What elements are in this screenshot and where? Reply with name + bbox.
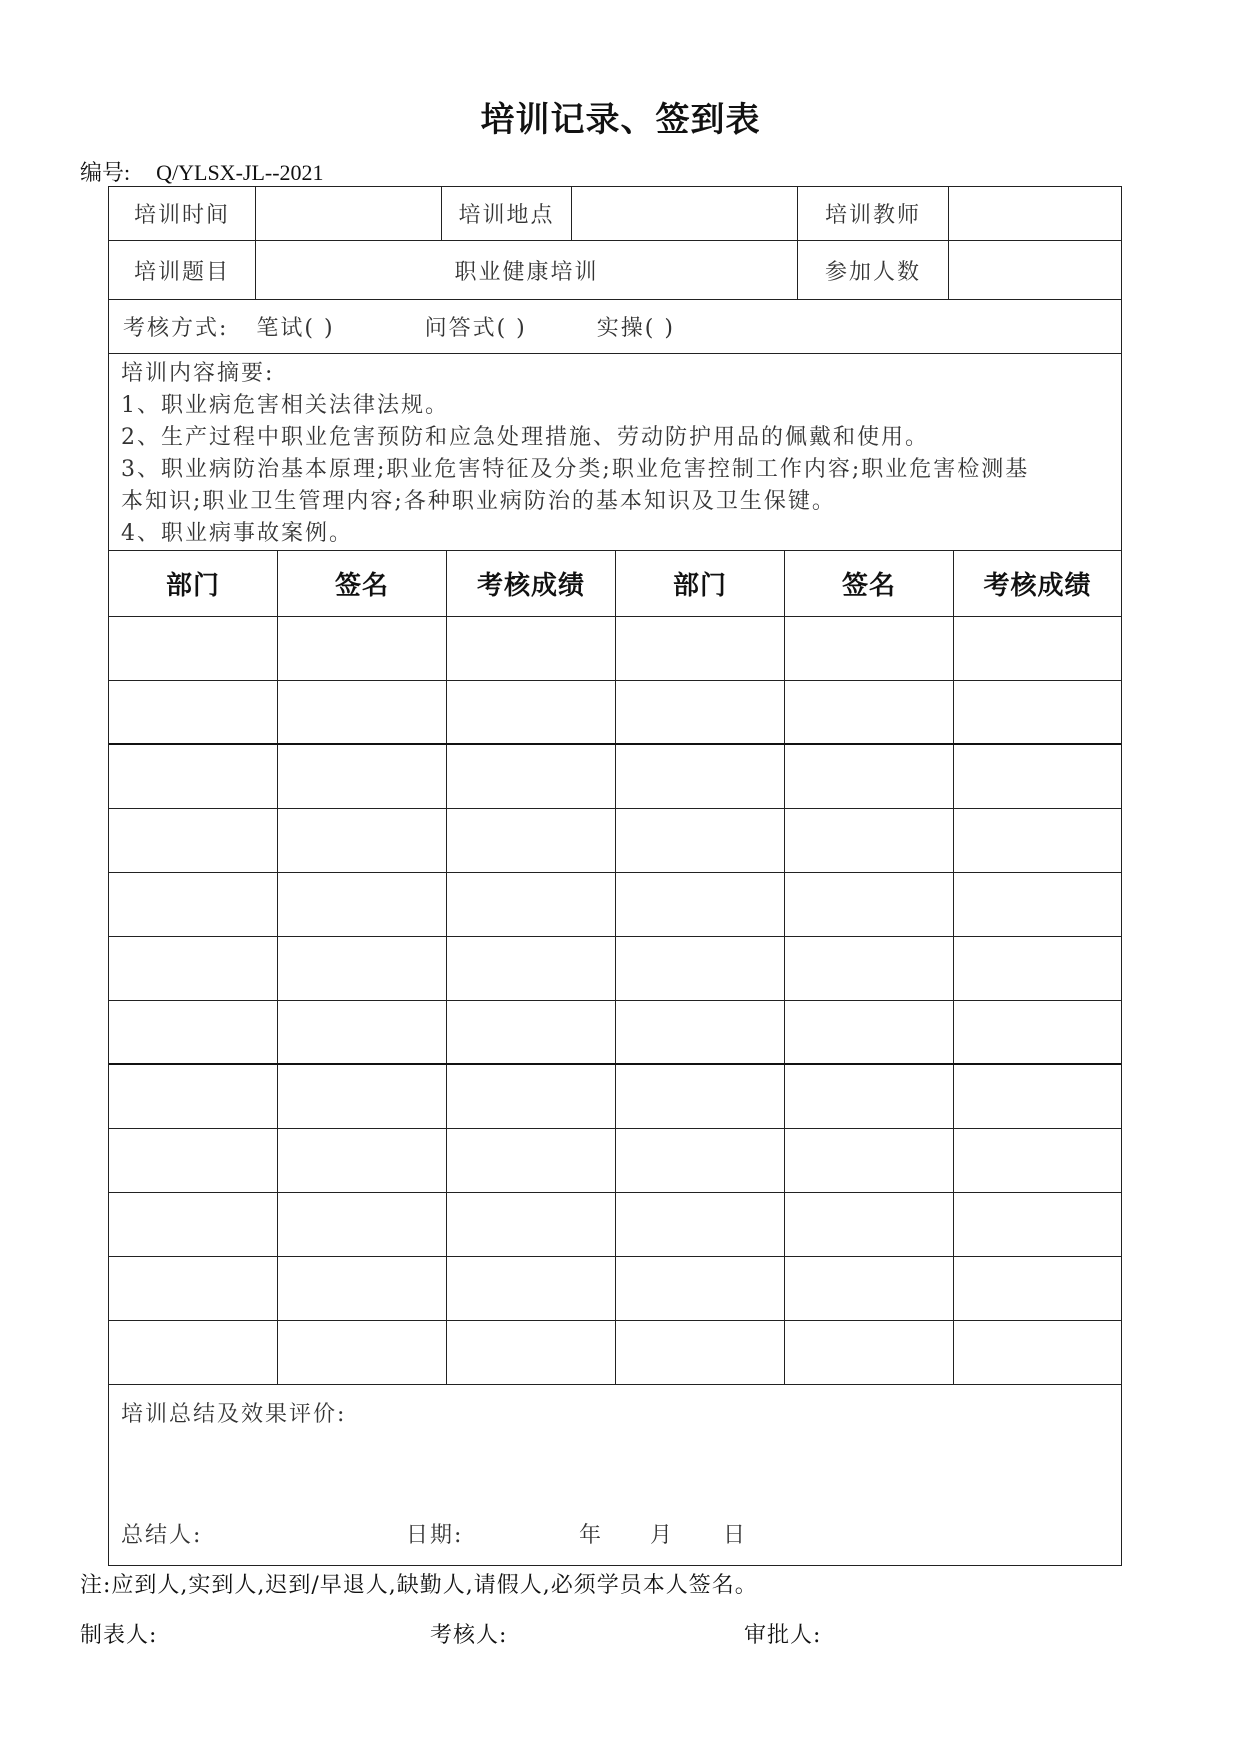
signin-row (109, 745, 1121, 809)
department-cell[interactable] (616, 1257, 785, 1320)
signature-cell[interactable] (785, 1193, 954, 1256)
score-cell[interactable] (447, 1065, 616, 1128)
summary-label: 培训内容摘要: (121, 361, 275, 386)
signin-row (109, 873, 1121, 937)
approver-label: 审批人: (744, 1623, 822, 1648)
signin-header-row (109, 551, 1121, 617)
date-label: 日期: (406, 1523, 464, 1548)
score-cell[interactable] (447, 873, 616, 936)
score-cell[interactable] (447, 681, 616, 743)
training-form (108, 186, 1122, 1566)
header-score: 考核成绩 (447, 551, 616, 616)
header-signature: 签名 (785, 551, 954, 616)
signin-row (109, 1001, 1121, 1065)
score-cell[interactable] (954, 617, 1121, 680)
signin-row (109, 1257, 1121, 1321)
department-cell[interactable] (616, 617, 785, 680)
score-cell[interactable] (447, 745, 616, 808)
department-cell[interactable] (616, 1065, 785, 1128)
signature-cell[interactable] (278, 1001, 447, 1063)
department-cell[interactable] (616, 1129, 785, 1192)
signature-cell[interactable] (278, 1321, 447, 1384)
signature-cell[interactable] (278, 937, 447, 1000)
department-cell[interactable] (616, 937, 785, 1000)
department-cell[interactable] (109, 1001, 278, 1063)
participant-count-field[interactable] (949, 241, 1121, 299)
signature-cell[interactable] (278, 1193, 447, 1256)
summarizer-label: 总结人: (121, 1523, 203, 1548)
signature-cell[interactable] (278, 617, 447, 680)
summary-line: 4、职业病事故案例。 (121, 521, 353, 546)
summary-line: 2、生产过程中职业危害预防和应急处理措施、劳动防护用品的佩戴和使用。 (121, 425, 929, 450)
department-cell[interactable] (616, 809, 785, 872)
signature-cell[interactable] (278, 809, 447, 872)
score-cell[interactable] (447, 809, 616, 872)
training-place-field[interactable] (572, 187, 798, 240)
header-department: 部门 (616, 551, 785, 616)
department-cell[interactable] (109, 1129, 278, 1192)
department-cell[interactable] (109, 1193, 278, 1256)
signature-cell[interactable] (785, 1257, 954, 1320)
signin-row (109, 1065, 1121, 1129)
score-cell[interactable] (954, 1065, 1121, 1128)
signature-cell[interactable] (278, 1257, 447, 1320)
training-teacher-label: 培训教师 (798, 187, 949, 240)
summary-line: 1、职业病危害相关法律法规。 (121, 393, 449, 418)
score-cell[interactable] (447, 1257, 616, 1320)
signature-cell[interactable] (785, 937, 954, 1000)
date-month: 月 (650, 1523, 675, 1548)
score-cell[interactable] (447, 1321, 616, 1384)
signature-cell[interactable] (785, 681, 954, 743)
header-department: 部门 (109, 551, 278, 616)
department-cell[interactable] (616, 681, 785, 743)
signin-row (109, 1129, 1121, 1193)
document-code-label: 编号: (80, 160, 131, 185)
signin-row (109, 1321, 1121, 1385)
assessment-label: 考核方式: (123, 316, 229, 341)
evaluation-label: 培训总结及效果评价: (121, 1402, 347, 1427)
header-signature: 签名 (278, 551, 447, 616)
signature-cell[interactable] (785, 1001, 954, 1063)
department-cell[interactable] (109, 937, 278, 1000)
department-cell[interactable] (109, 617, 278, 680)
department-cell[interactable] (616, 1001, 785, 1063)
date-year: 年 (579, 1523, 604, 1548)
training-topic-value[interactable]: 职业健康培训 (256, 241, 798, 299)
date-day: 日 (723, 1523, 748, 1548)
training-teacher-field[interactable] (949, 187, 1121, 240)
form-note: 注:应到人,实到人,迟到/早退人,缺勤人,请假人,必须学员本人签名。 (80, 1573, 758, 1598)
evaluation-signoff (121, 1518, 747, 1549)
score-cell[interactable] (954, 681, 1121, 743)
document-code (80, 156, 324, 187)
signature-cell[interactable] (278, 745, 447, 808)
signin-row (109, 937, 1121, 1001)
department-cell[interactable] (616, 1321, 785, 1384)
department-cell[interactable] (109, 681, 278, 743)
maker-label: 制表人: (80, 1623, 158, 1648)
score-cell[interactable] (954, 1321, 1121, 1384)
signature-cell[interactable] (785, 617, 954, 680)
participant-count-label: 参加人数 (798, 241, 949, 299)
department-cell[interactable] (109, 1065, 278, 1128)
score-cell[interactable] (954, 1257, 1121, 1320)
signin-row (109, 1193, 1121, 1257)
signin-row (109, 617, 1121, 681)
signature-cell[interactable] (785, 1129, 954, 1192)
score-cell[interactable] (954, 1193, 1121, 1256)
summary-line: 本知识;职业卫生管理内容;各种职业病防治的基本知识及卫生保键。 (121, 489, 836, 514)
score-cell[interactable] (447, 1129, 616, 1192)
score-cell[interactable] (954, 937, 1121, 1000)
signin-row (109, 681, 1121, 745)
signature-cell[interactable] (278, 681, 447, 743)
score-cell[interactable] (954, 1129, 1121, 1192)
signature-cell[interactable] (785, 745, 954, 808)
training-topic-label: 培训题目 (109, 241, 256, 299)
score-cell[interactable] (447, 1001, 616, 1063)
signin-rows (109, 617, 1121, 1385)
score-cell[interactable] (447, 617, 616, 680)
checker-label: 考核人: (430, 1623, 508, 1648)
score-cell[interactable] (954, 873, 1121, 936)
assessment-option-oral[interactable]: 问答式( ) (424, 316, 527, 341)
score-cell[interactable] (954, 809, 1121, 872)
training-time-field[interactable] (256, 187, 442, 240)
department-cell[interactable] (616, 1193, 785, 1256)
signature-cell[interactable] (785, 1321, 954, 1384)
department-cell[interactable] (109, 1321, 278, 1384)
assessment-option-written[interactable]: 笔试( ) (256, 316, 335, 341)
score-cell[interactable] (447, 937, 616, 1000)
department-cell[interactable] (109, 1257, 278, 1320)
signature-cell[interactable] (278, 1129, 447, 1192)
score-cell[interactable] (954, 745, 1121, 808)
department-cell[interactable] (109, 745, 278, 808)
training-summary (109, 354, 1121, 551)
assessment-option-practical[interactable]: 实操( ) (596, 316, 675, 341)
evaluation-section (109, 1385, 1121, 1565)
assessment-row (109, 300, 1121, 354)
training-place-label: 培训地点 (442, 187, 572, 240)
header-score: 考核成绩 (983, 571, 1092, 601)
signature-cell[interactable] (785, 1065, 954, 1128)
info-row-2 (109, 241, 1121, 300)
info-row-1 (109, 187, 1121, 241)
department-cell[interactable] (616, 745, 785, 808)
document-code-value: Q/YLSX-JL--2021 (156, 160, 324, 185)
department-cell[interactable] (616, 873, 785, 936)
signin-row (109, 809, 1121, 873)
department-cell[interactable] (109, 809, 278, 872)
signature-cell[interactable] (785, 809, 954, 872)
signature-cell[interactable] (278, 873, 447, 936)
page-title: 培训记录、签到表 (480, 100, 761, 140)
score-cell[interactable] (447, 1193, 616, 1256)
score-cell[interactable] (954, 1001, 1121, 1063)
signature-cell[interactable] (785, 873, 954, 936)
training-time-label: 培训时间 (109, 187, 256, 240)
summary-line: 3、职业病防治基本原理;职业危害特征及分类;职业危害控制工作内容;职业危害检测基 (121, 457, 1030, 482)
signature-cell[interactable] (278, 1065, 447, 1128)
department-cell[interactable] (109, 873, 278, 936)
